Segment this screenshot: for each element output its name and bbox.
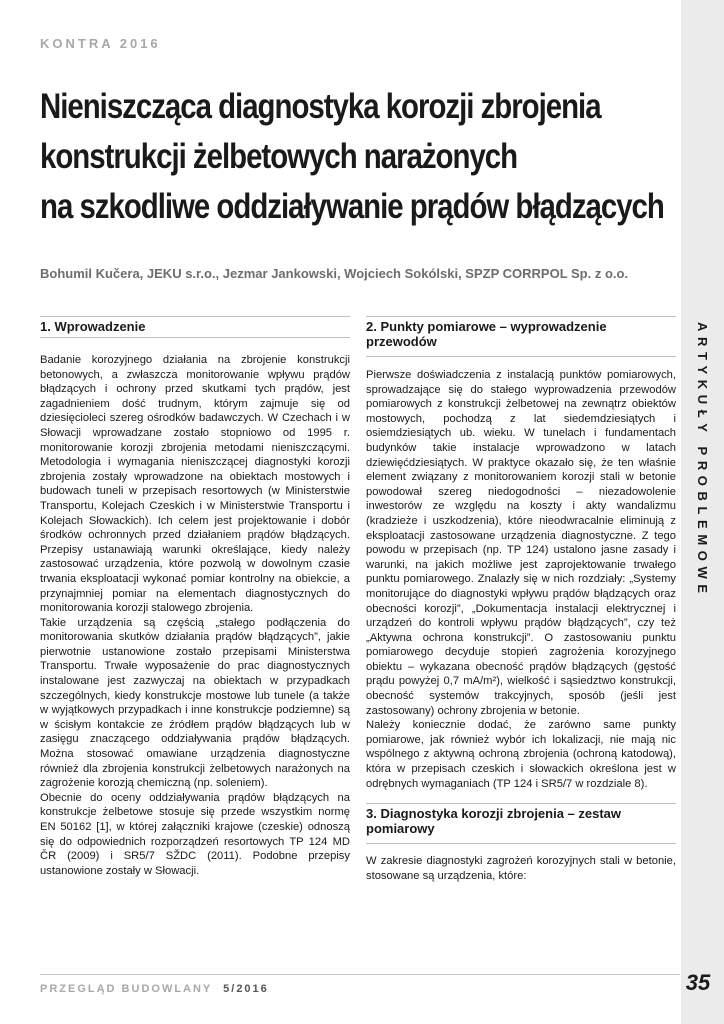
issue-number: 5/2016 (223, 983, 269, 995)
page-number: 35 (685, 970, 711, 995)
paragraph: Takie urządzenia są częścią „stałego podłączenia do monitorowania skutków działania prądów błądzących”, jakie pierwotnie ustanowione zostało przepisami Ministerstwa Transportu. Trwałe wyposażenie do prac diagnostycznych instalowane jest zazwyczaj na obiektach w przypadkach szczególnych, kiedy konstrukcje mostowe lub tunele (a także w wyjątkowych przypadkach i inne konstrukcje podziemne) są w ścisłym kontakcie ze źródłem prądów błądzących lub w zasięgu znaczącego oddziaływania prądów błądzących. Można stosować omawiane urządzenia diagnostyczne również dla zbrojenia konstrukcji żelbetowych narażonych na zagrożenie korozją chemiczną (np. soleniem). (40, 616, 350, 790)
footer-journal (40, 983, 269, 995)
article-title (40, 82, 676, 232)
title-line: na szkodliwe oddziaływanie prądów błądzących (40, 187, 664, 226)
right-column (366, 316, 676, 883)
title-line: konstrukcji żelbetowych narażonych (40, 137, 518, 176)
paragraph: W zakresie diagnostyki zagrożeń korozyjnych stali w betonie, stosowane są urządzenia, które: (366, 855, 676, 882)
section-body (40, 353, 350, 878)
section-heading: 3. Diagnostyka korozji zbrojenia – zestaw pomiarowy (366, 803, 676, 844)
paragraph: Pierwsze doświadczenia z instalacją punktów pomiarowych, sprowadzające się do stałego wyprowadzenia przewodów pomiarowych z konstrukcji żelbetowej na zewnątrz obiektów mostowych, pochodzą z lat siedemdziesiątych i osiemdziesiątych ub. wieku. W tunelach i fundamentach budynków takie instalacje wprowadzono w latach dziewięćdziesiątych. W praktyce okazało się, że ten właśnie element związany z monitorowaniem korozji stali w betonie powodował szereg niedogodności – niezadowolenie inwestorów ze względu na koszty i akty wandalizmu (kradzieże i uszkodzenia), które nieodwracalnie eliminują z eksploatacji zastosowane urządzenia diagnostyczne. Z tego powodu w przepisach (np. TP 124) ustalono jasne zasady i warunki, na jakich możliwe jest zaprojektowanie trwałego punktu pomiarowego. Znalazły się w nich rozdziały: „Systemy monitorujące do diagnostyki wpływu prądów błądzących oraz obecności korozji”, „Dokumentacja instalacji elektrycznej i urządzeń do kontroli wpływu prądów błądzących”, czy też „Aktywna ochrona konstrukcji”. O zastosowaniu punktu pomiarowego decyduje stopień zagrożenia korozyjnego obiektu – wykazana obecność prądów błądzących (gęstość prądu powyżej 0,7 mA/m²), wielkość i sąsiedztwo konstrukcji, obecność systemów trakcyjnych, sposób (jeśli jest zastosowany) ochrony zbrojenia w betonie. (366, 369, 676, 717)
section-body (366, 368, 676, 791)
left-column (40, 316, 350, 878)
article-authors: Bohumil Kučera, JEKU s.r.o., Jezmar Jankowski, Wojciech Sokólski, SPZP CORRPOL Sp. z o.o. (40, 266, 629, 281)
journal-name: PRZEGLĄD BUDOWLANY (40, 983, 213, 995)
section-category-label: ARTYKUŁY PROBLEMOWE (695, 321, 710, 599)
section-heading: 1. Wprowadzenie (40, 316, 350, 338)
paragraph: Badanie korozyjnego działania na zbrojenie konstrukcji betonowych, a zwłaszcza monitorowanie wpływu prądów błądzących i ochrony przed skutkami tych prądów, jest zagadnieniem dość trudnym, którym zajmuje się od dziesięcioleci szereg ośrodków badawczych. W Czechach i w Słowacji wprowadzane zostało stopniowo od 1995 r. monitorowanie korozji zbrojenia metodami nieniszczącymi. Metodologia i wymagania nieniszczącej diagnostyki korozji zbrojenia zostały wprowadzone na obiektach mostowych i budowach tuneli w przepisach resortowych (w Ministerstwie Transportu, Kolejach Czeskich i w Ministerstwie Transportu i Kolejach Słowackich). Ich celem jest projektowanie i dobór środków ochronnych przed działaniem prądów błądzących. Przepisy ustanawiają warunki określające, kiedy należy zastosować urządzenia, które pozwolą w dowolnym czasie trwania eksploatacji wykonać pomiar kontrolny na obiekcie, a przynajmniej pomiar na elementach diagnostycznych do monitorowania korozji stalowego zbrojenia. (40, 354, 350, 615)
footer-divider (40, 974, 680, 975)
journal-header-label: KONTRA 2016 (40, 36, 161, 51)
section-body (366, 854, 676, 883)
title-line: Nieniszcząca diagnostyka korozji zbrojenia (40, 87, 601, 126)
paragraph: Należy koniecznie dodać, że zarówno same punkty pomiarowe, jak również wybór ich lokalizacji, nie mają nic wspólnego z aktywną ochroną zbrojenia (ochroną katodową), która w przepisach czeskich i słowackich określona jest w odrębnych wymaganiach (TP 124 i SR5/7 w rozdziale 8). (366, 719, 676, 790)
paragraph: Obecnie do oceny oddziaływania prądów błądzących na konstrukcje żelbetowe stosuje się przede wszystkim normę EN 50162 [1], w której załączniki krajowe (czeskie) odnoszą się do odpowiednich rozporządzeń resortowych TP 124 MD ČR (2009) i SR5/7 SŽDC (2011). Podobne przepisy ustanowione zostały w Słowacji. (40, 791, 350, 877)
section-heading: 2. Punkty pomiarowe – wyprowadzenie przewodów (366, 316, 676, 357)
